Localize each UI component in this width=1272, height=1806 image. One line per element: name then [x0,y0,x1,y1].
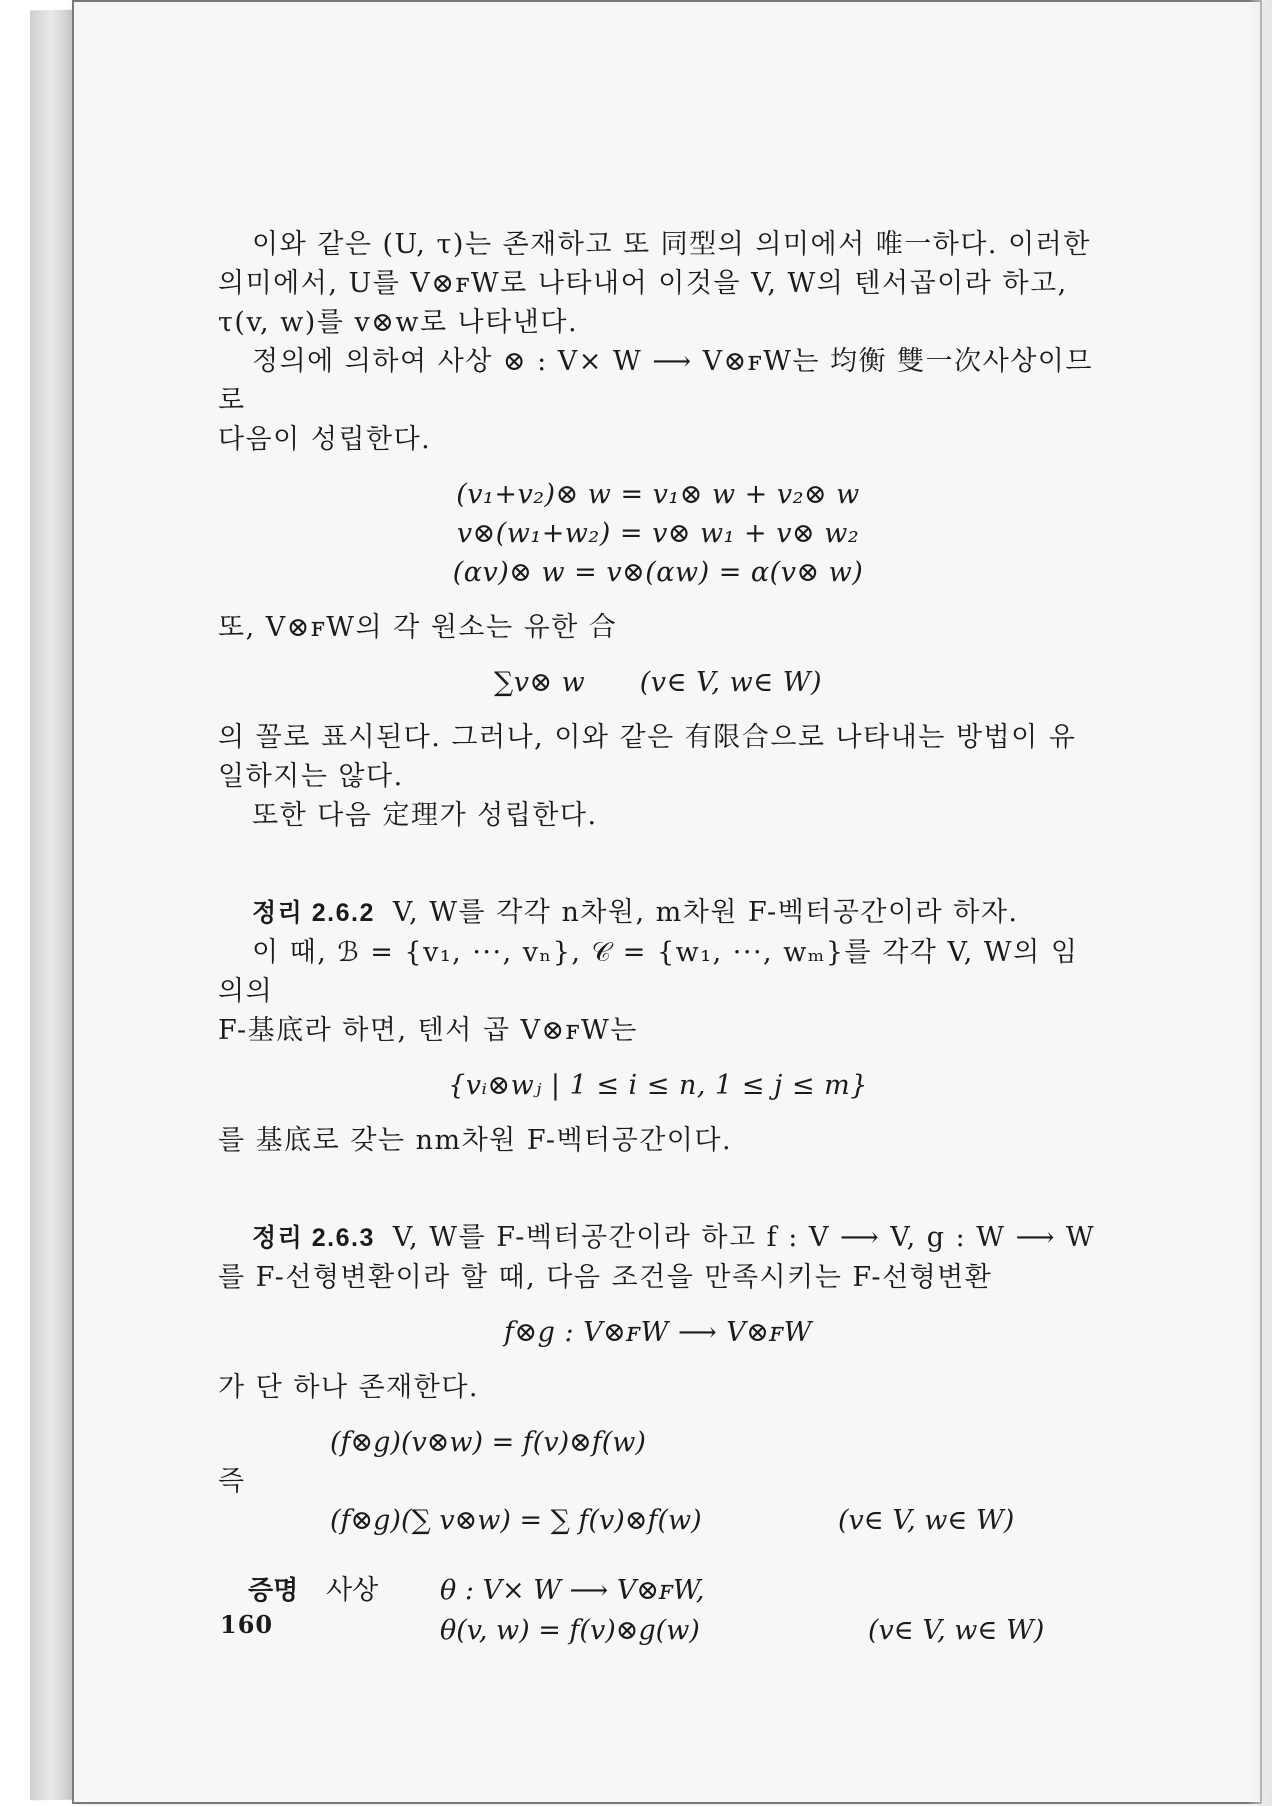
text-line: 이와 같은 (U, τ)는 존재하고 또 同型의 의미에서 唯一하다. 이러한 [252,229,1091,260]
text-line: 를 F-선형변환이라 할 때, 다음 조건을 만족시키는 F-선형변환 [218,1262,993,1293]
text-line: 또한 다음 定理가 성립한다. [252,800,598,831]
theorem-label: 정리 2.6.3 [252,1224,375,1252]
equation-condition-1: (f⊗g)(v⊗w) = f(v)⊗f(w) [330,1427,646,1458]
text-line: 정의에 의하여 사상 ⊗ : V× W ⟶ V⊗ꜰW는 均衡 雙一次사상이므로 [218,346,1093,416]
proof-label: 증명 [248,1575,299,1605]
theorem-2-6-2 [218,893,1098,933]
equation-finite-sum: ∑v⊗ w (v∈ V, w∈ W) [493,667,823,698]
page-body [218,225,1098,1651]
proof-line-2 [218,1611,1098,1651]
text-line: 의 꼴로 표시된다. 그러나, 이와 같은 有限合으로 나타내는 방법이 유 [218,722,1077,753]
text-line: 다음이 성립한다. [218,424,432,455]
theorem-2-6-3 [218,1218,1098,1258]
text-line: 일하지는 않다. [218,761,404,792]
equation-domain: (v∈ V, w∈ W) [838,1505,1015,1536]
jeuk-label: 즉 [218,1466,246,1497]
theorem-text: V, W를 F-벡터공간이라 하고 f : V ⟶ V, g : W ⟶ W [392,1222,1096,1253]
text-line: τ(v, w)를 v⊗w로 나타낸다. [218,307,579,338]
page-number: 160 [220,1610,274,1639]
proof-label-map: 사상 [326,1575,379,1606]
equation-tensor-map: f⊗g : V⊗ꜰW ⟶ V⊗ꜰW [503,1317,813,1348]
proof-math: θ(v, w) = f(v)⊗g(w) [440,1615,700,1646]
text-line: 가 단 하나 존재한다. [218,1372,479,1403]
equation-bilinear-1: (v₁+v₂)⊗ w = v₁⊗ w + v₂⊗ w [456,479,860,510]
text-line: 를 基底로 갖는 nm차원 F-벡터공간이다. [218,1125,733,1156]
proof-line-1 [218,1571,1098,1611]
text-line: 의미에서, U를 V⊗ꜰW로 나타내어 이것을 V, W의 텐서곱이라 하고, [218,268,1068,299]
proof-domain: (v∈ V, w∈ W) [868,1615,1045,1646]
equation-basis-set: {vᵢ⊗wⱼ | 1 ≤ i ≤ n, 1 ≤ j ≤ m} [448,1070,868,1101]
theorem-label: 정리 2.6.2 [252,899,375,927]
theorem-text: V, W를 각각 n차원, m차원 F-벡터공간이라 하자. [392,897,1019,928]
text-line: 이 때, ℬ = {v₁, ···, vₙ}, 𝒞 = {w₁, ···, wₘ}를 각각 V, W의 임의의 [218,937,1079,1007]
page-shadow [1248,0,1272,1806]
book-spine-edge [30,10,78,1801]
text-line: 또, V⊗ꜰW의 각 원소는 유한 合 [218,612,618,643]
equation-bilinear-2: v⊗(w₁+w₂) = v⊗ w₁ + v⊗ w₂ [456,518,860,549]
text-line: F-基底라 하면, 텐서 곱 V⊗ꜰW는 [218,1015,638,1046]
equation-condition-2 [218,1501,1098,1541]
proof-math: θ : V× W ⟶ V⊗ꜰW, [440,1575,705,1606]
equation-lhs: (f⊗g)(∑ v⊗w) = ∑ f(v)⊗f(w) [330,1505,702,1536]
equation-bilinear-3: (αv)⊗ w = v⊗(αw) = α(v⊗ w) [452,557,864,588]
